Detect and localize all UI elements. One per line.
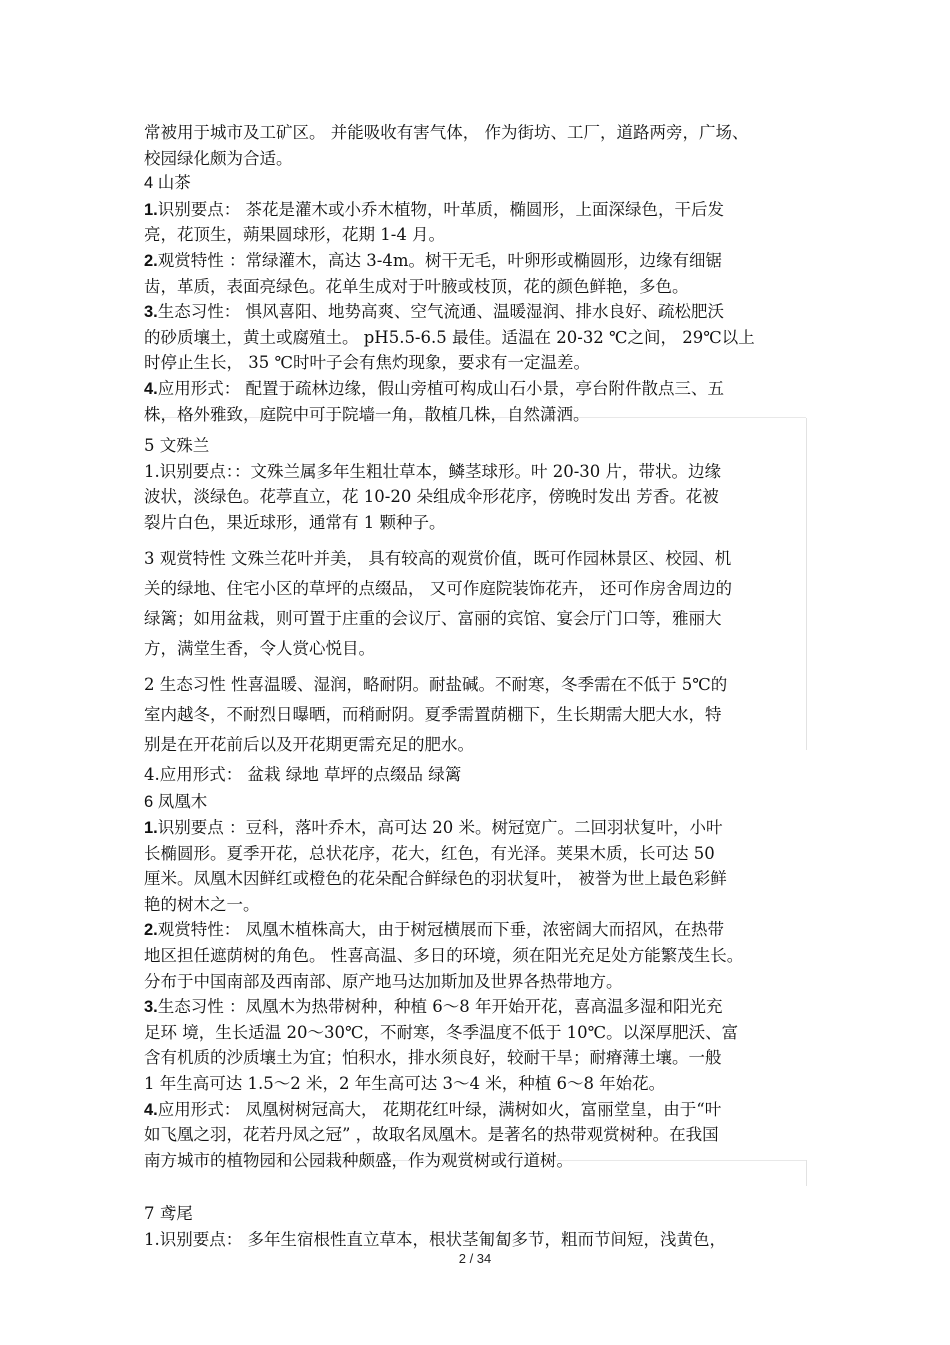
text-line: 观赏特性： 凤凰木植株高大，由于树冠横展而下垂，浓密阔大而招风，在热带 — [157, 920, 725, 940]
section-heading-4: 4 山茶 — [144, 174, 191, 193]
text-line: 方，满堂生香，令人赏心悦目。 — [144, 638, 375, 658]
text-line: 株，格外雅致，庭院中可于院墙一角，散植几株，自然潇洒。 — [144, 404, 590, 424]
document-body — [144, 120, 812, 1253]
text-line: 亮，花顶生，蒴果圆球形，花期 1-4 月。 — [144, 225, 446, 245]
text-line: 艳的树木之一。 — [144, 894, 260, 914]
text-line: 绿篱；如用盆栽，则可置于庄重的会议厅、富丽的宾馆、宴会厅门口等，雅丽大 — [144, 608, 722, 628]
text-line: 4.应用形式： 盆栽 绿地 草坪的点缀品 绿篱 — [144, 764, 462, 784]
text-line: 观赏特性 ：常绿灌木，高达 3-4m。树干无毛，叶卵形或椭圆形，边缘有细锯 — [157, 250, 722, 270]
item-number: 3. — [144, 998, 158, 1017]
item-number: 3. — [144, 303, 158, 322]
text-line: 南方城市的植物园和公园栽种颇盛，作为观赏树或行道树。 — [144, 1150, 573, 1170]
text-line: 1.识别要点：：文殊兰属多年生粗壮草本，鳞茎球形。叶 20-30 片，带状。边缘 — [144, 461, 722, 481]
item-number: 1. — [144, 200, 158, 219]
text-line: 1.识别要点： 多年生宿根性直立草本，根状茎匍匐多节，粗而节间短，浅黄色， — [144, 1230, 726, 1249]
text-line: 的砂质壤土，黄土或腐殖土。 pH5.5-6.5 最佳。适温在 20-32 ℃之间， 29℃以上 — [144, 327, 755, 347]
text-line: 常被用于城市及工矿区。 并能吸收有害气体， 作为街坊、工厂，道路两旁，广场、 — [144, 123, 749, 142]
text-line: 地区担任遮荫树的角色。 性喜高温、多日的环境，须在阳光充足处方能繁茂生长。 — [144, 946, 744, 966]
item-number: 4. — [144, 1100, 158, 1119]
text-line: 别是在开花前后以及开花期更需充足的肥水。 — [144, 734, 474, 754]
item-number: 2. — [144, 921, 158, 940]
item-number: 4. — [144, 379, 158, 398]
text-line: 关的绿地、住宅小区的草坪的点缀品， 又可作庭院装饰花卉， 还可作房舍周边的 — [144, 578, 732, 598]
text-line: 3 观赏特性 文殊兰花叶并美， 具有较高的观赏价值，既可作园林景区、校园、机 — [144, 548, 732, 568]
text-line: 校园绿化颇为合适。 — [144, 148, 293, 168]
item-number: 1. — [144, 819, 158, 838]
section-heading-7: 7 鸢尾 — [144, 1204, 193, 1224]
section-heading-6: 6 凤凰木 — [144, 792, 208, 811]
text-line: 厘米。凤凰木因鲜红或橙色的花朵配合鲜绿色的羽状复叶， 被誉为世上最色彩鲜 — [144, 869, 727, 889]
text-line: 分布于中国南部及西南部、原产地马达加斯加及世界各热带地方。 — [144, 971, 623, 991]
text-line: 应用形式： 凤凰树树冠高大， 花期花红叶绿，满树如火，富丽堂皇，由于“叶 — [157, 1099, 722, 1119]
text-line: 长椭圆形。夏季开花，总状花序，花大，红色，有光泽。荚果木质，长可达 50 — [144, 843, 715, 863]
text-line: 生态习性 ：凤凰木为热带树种，种植 6～8 年开始开花，喜高温多湿和阳光充 — [157, 997, 723, 1017]
section-heading-5: 5 文殊兰 — [144, 436, 210, 456]
item-number: 2. — [144, 251, 158, 270]
page-number: 2 / 34 — [458, 1251, 492, 1266]
text-line: 如飞凰之羽，花若丹凤之冠” ，故取名凤凰木。是著名的热带观赏树种。在我国 — [144, 1125, 719, 1145]
text-line: 含有机质的沙质壤土为宜；怕积水，排水须良好，较耐干旱；耐瘠薄土壤。一般 — [144, 1048, 722, 1068]
text-line: 识别要点 ：豆科，落叶乔木，高可达 20 米。树冠宽广。二回羽状复叶，小叶 — [157, 818, 723, 838]
text-line: 识别要点： 茶花是灌木或小乔木植物，叶革质，椭圆形，上面深绿色，干后发 — [157, 199, 725, 219]
text-line: 齿，革质，表面亮绿色。花单生成对于叶腋或枝顶，花的颜色鲜艳，多色。 — [144, 276, 689, 296]
text-line: 足环 境，生长适温 20～30℃，不耐寒，冬季温度不低于 10℃。以深厚肥沃、富 — [144, 1022, 739, 1042]
text-line: 室内越冬，不耐烈日曝晒，而稍耐阴。夏季需置荫棚下，生长期需大肥大水，特 — [144, 704, 722, 724]
text-line: 波状，淡绿色。花葶直立，花 10-20 朵组成伞形花序，傍晚时发出 芳香。花被 — [144, 487, 719, 507]
text-line: 时停止生长， 35 ℃时叶子会有焦灼现象，要求有一定温差。 — [144, 353, 590, 373]
text-line: 1 年生高可达 1.5～2 米，2 年生高可达 3～4 米，种植 6～8 年始花。 — [144, 1074, 666, 1094]
text-line: 裂片白色，果近球形，通常有 1 颗种子。 — [144, 512, 446, 532]
text-line: 应用形式： 配置于疏林边缘，假山旁植可构成山石小景，亭台附件散点三、五 — [157, 378, 725, 398]
text-line: 生态习性： 惧风喜阳、地势高爽、空气流通、温暖湿润、排水良好、疏松肥沃 — [157, 302, 725, 322]
text-line: 2 生态习性 性喜温暖、湿润，略耐阴。耐盐碱。不耐寒，冬季需在不低于 5℃的 — [144, 674, 728, 694]
